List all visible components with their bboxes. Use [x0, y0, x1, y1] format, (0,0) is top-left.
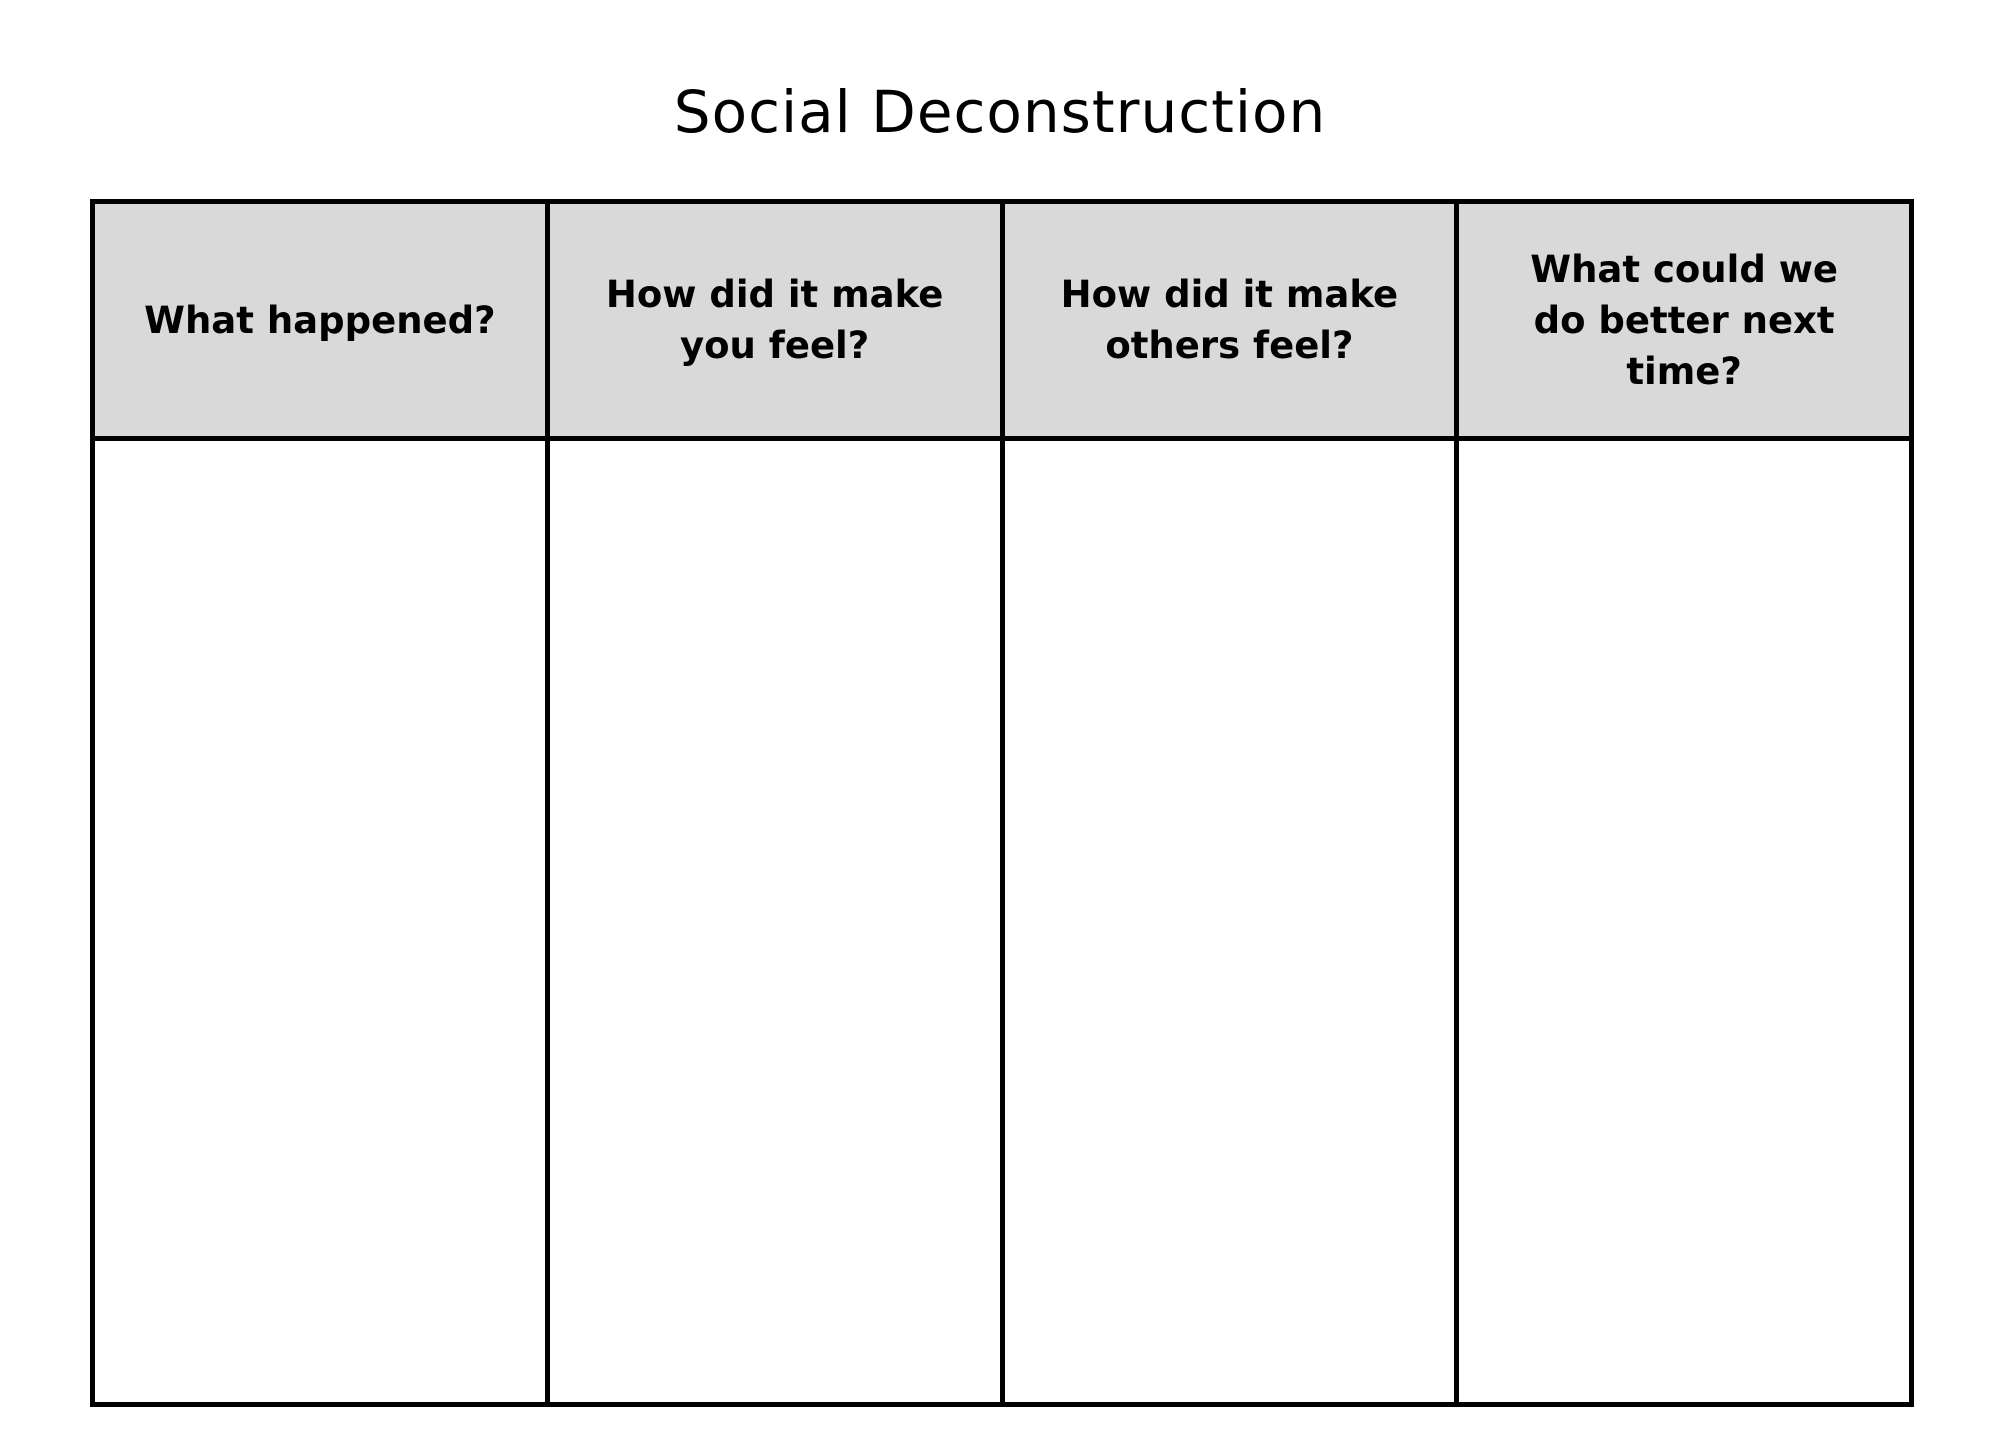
answer-cell-do-better-next-time[interactable] [1457, 439, 1912, 1405]
header-how-you-felt [547, 202, 1002, 439]
table-body [93, 439, 1912, 1405]
header-do-better-next-time [1457, 202, 1912, 439]
header-label: How did it make you feel? [605, 273, 944, 367]
page-title: Social Deconstruction [673, 78, 1327, 146]
header-how-others-felt [1002, 202, 1457, 439]
answer-row [93, 439, 1912, 1405]
header-what-happened [93, 202, 548, 439]
worksheet-table [90, 199, 1914, 1407]
header-label: What happened? [144, 298, 496, 342]
header-label: What could we do better next time? [1530, 247, 1838, 393]
header-row [93, 202, 1912, 439]
header-label: How did it make others feel? [1060, 273, 1399, 367]
table-header [93, 202, 1912, 439]
answer-cell-how-you-felt[interactable] [547, 439, 1002, 1405]
answer-cell-what-happened[interactable] [93, 439, 548, 1405]
answer-cell-how-others-felt[interactable] [1002, 439, 1457, 1405]
